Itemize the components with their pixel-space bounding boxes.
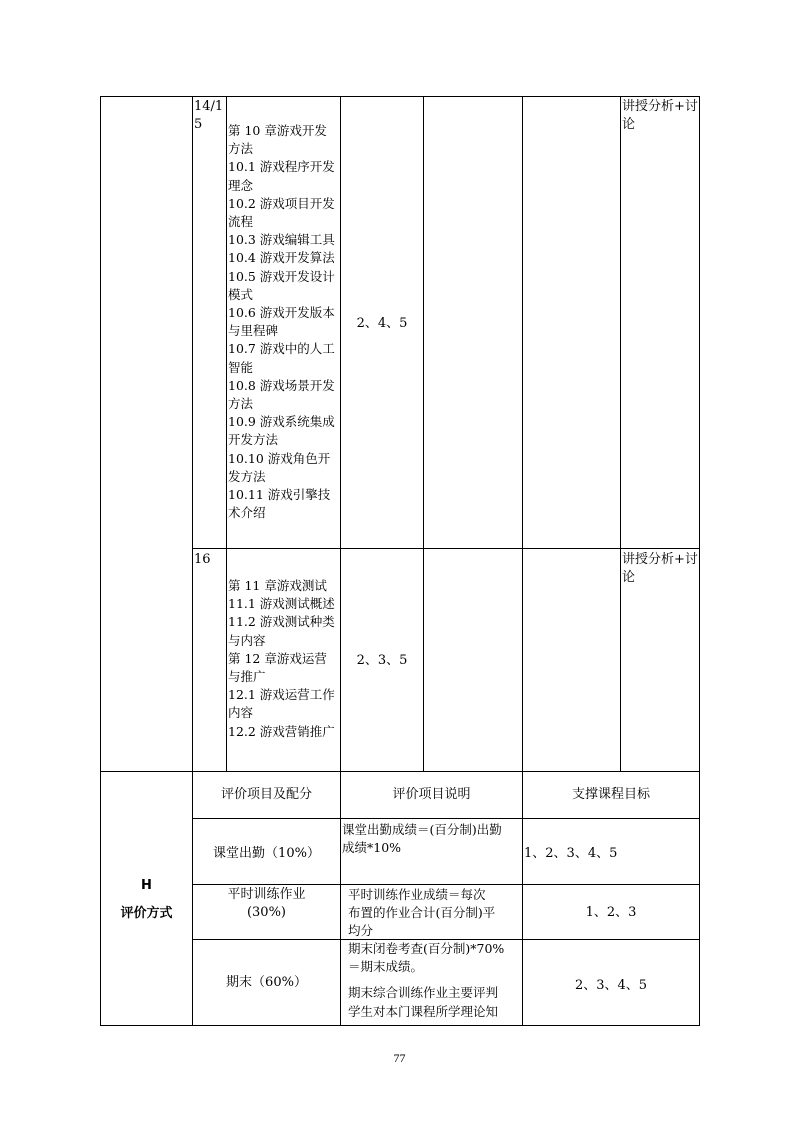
- section-title: 评价方式: [120, 906, 173, 921]
- eval-item-name: [193, 974, 340, 992]
- eval-header-divider: [193, 818, 700, 819]
- desc-line: 学生对本门课程所学理论知: [348, 1003, 499, 1019]
- method-cell: [622, 98, 700, 134]
- eval-item-name: [193, 845, 340, 863]
- content-line: 智能: [228, 359, 254, 375]
- col-divider: [620, 96, 621, 771]
- desc-line: 期末闭卷考查(百分制)*70%: [348, 941, 505, 956]
- content-line: 术介绍: [228, 505, 266, 521]
- objectives-cell: [341, 652, 423, 670]
- method-text: 论: [622, 117, 636, 132]
- week-label: 5: [194, 117, 203, 132]
- method-text: 讲授分析+讨: [622, 552, 698, 567]
- header-desc: [341, 786, 522, 804]
- desc-line: ＝期末成绩。: [348, 959, 424, 975]
- content-line: 10.3 游戏编辑工具: [228, 232, 335, 248]
- header-target: [523, 786, 699, 804]
- content-line: 与内容: [228, 632, 266, 648]
- desc-line: 平时训练作业成绩＝每次: [348, 887, 486, 902]
- content-line: 10.7 游戏中的人工: [228, 341, 335, 357]
- section-letter: H: [141, 878, 152, 893]
- table-border-bottom: [100, 1025, 700, 1026]
- header-item-label: 评价项目及配分: [220, 787, 312, 802]
- content-line: 10.2 游戏项目开发: [228, 195, 335, 211]
- eval-target-value: 2、3、4、5: [574, 978, 648, 993]
- eval-item-label: 期末（60%）: [226, 975, 307, 990]
- content-cell: [228, 122, 340, 522]
- header-target-label: 支撑课程目标: [571, 787, 650, 802]
- content-line: 流程: [228, 214, 254, 230]
- header-desc-label: 评价项目说明: [392, 787, 471, 802]
- eval-item-target: [523, 904, 699, 922]
- eval-target-value: 1、2、3: [585, 905, 637, 920]
- content-line: 发方法: [228, 468, 266, 484]
- content-line: 10.1 游戏程序开发: [228, 159, 335, 175]
- content-line: 理念: [228, 177, 254, 193]
- eval-row-divider: [193, 884, 700, 885]
- eval-item-desc: [348, 940, 522, 1021]
- objectives-cell: [341, 315, 423, 333]
- eval-item-label: 平时训练作业: [227, 887, 306, 902]
- week-label: 16: [194, 552, 211, 567]
- desc-line: 均分: [348, 923, 374, 939]
- eval-item-label: (30%): [246, 905, 287, 920]
- content-line: 10.6 游戏开发版本: [228, 305, 335, 321]
- desc-line: 成绩*10%: [342, 840, 402, 856]
- section-label: [101, 872, 192, 928]
- week-cell: [194, 551, 226, 569]
- content-line: 10.5 游戏开发设计: [228, 268, 335, 284]
- content-line: 方法: [228, 396, 254, 412]
- content-line: 11.2 游戏测试种类: [228, 614, 335, 630]
- eval-item-desc: [348, 886, 522, 941]
- eval-item-target: [524, 845, 700, 863]
- objectives-value: 2、4、5: [356, 316, 408, 331]
- content-line: 11.1 游戏测试概述: [228, 596, 335, 612]
- content-line: 第 10 章游戏开发: [228, 123, 327, 138]
- col-divider: [522, 96, 523, 1026]
- eval-item-desc: [342, 821, 522, 857]
- objectives-value: 2、3、5: [356, 653, 408, 668]
- desc-line: 课堂出勤成绩＝(百分制)出勤: [342, 822, 502, 837]
- content-cell: [228, 577, 340, 741]
- content-line: 第 11 章游戏测试: [228, 578, 327, 593]
- content-line: 10.8 游戏场景开发: [228, 377, 335, 393]
- week-cell: [194, 98, 226, 134]
- method-text: 讲授分析+讨: [622, 99, 698, 114]
- content-line: 12.2 游戏营销推广: [228, 723, 335, 739]
- page-number: 77: [393, 1051, 406, 1065]
- content-line: 第 12 章游戏运营: [228, 650, 327, 666]
- content-line: 10.10 游戏角色开: [228, 450, 331, 466]
- row-divider: [192, 548, 700, 549]
- section-divider: [100, 771, 700, 772]
- content-line: 10.11 游戏引擎技: [228, 487, 331, 503]
- header-item: [193, 786, 340, 804]
- col-divider: [340, 96, 341, 1026]
- content-line: 开发方法: [228, 432, 279, 448]
- content-line: 10.9 游戏系统集成: [228, 414, 335, 430]
- content-line: 与推广: [228, 669, 266, 685]
- col-divider: [423, 96, 424, 771]
- content-line: 12.1 游戏运营工作: [228, 687, 335, 703]
- content-line: 与里程碑: [228, 323, 279, 339]
- method-cell: [622, 551, 700, 587]
- desc-line: 期末综合训练作业主要评判: [348, 985, 499, 1001]
- content-line: 内容: [228, 705, 254, 721]
- method-text: 论: [622, 570, 636, 585]
- desc-line: 布置的作业合计(百分制)平: [348, 905, 496, 921]
- eval-target-value: 1、2、3、4、5: [524, 846, 618, 861]
- eval-item-target: [523, 977, 699, 995]
- content-line: 模式: [228, 286, 254, 302]
- eval-item-name: [193, 886, 340, 922]
- week-label: 14/1: [194, 99, 224, 114]
- content-line: 10.4 游戏开发算法: [228, 250, 335, 266]
- table-border-top: [100, 96, 700, 97]
- col-divider: [226, 96, 227, 771]
- content-line: 方法: [228, 141, 254, 157]
- eval-item-label: 课堂出勤（10%）: [213, 846, 320, 861]
